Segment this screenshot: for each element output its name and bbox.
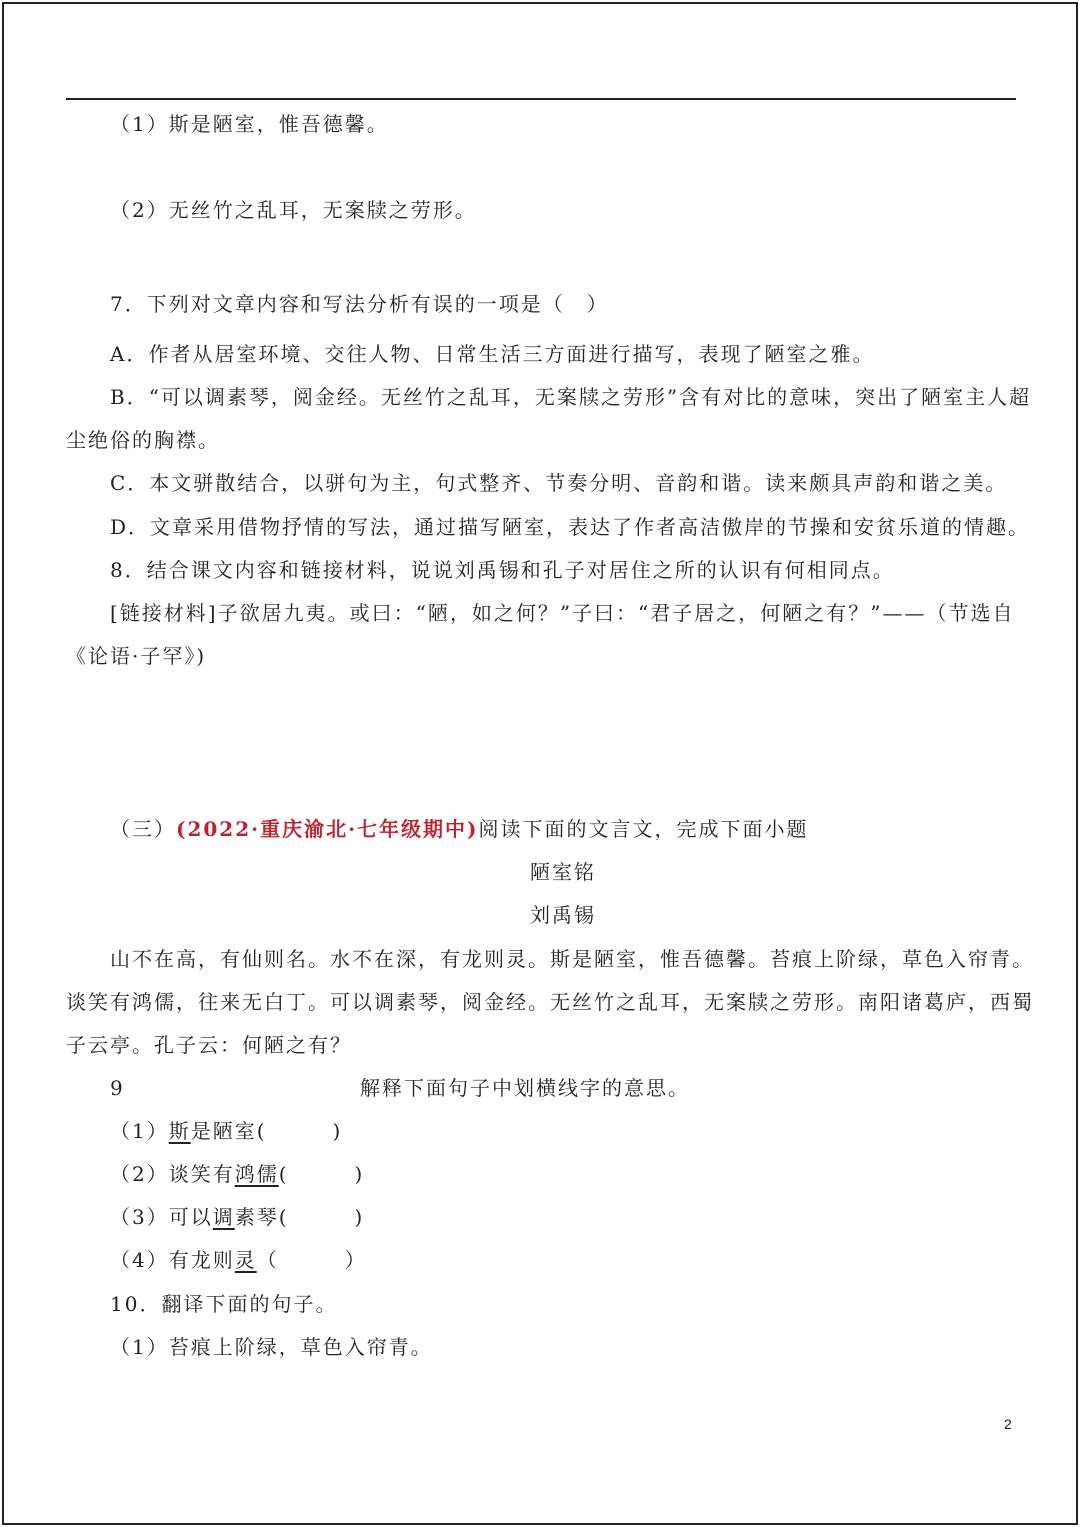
q7-option-d: D．文章采用借物抒情的写法，通过描写陋室，表达了作者高洁傲岸的节操和安贫乐道的情趣。 <box>110 515 1031 539</box>
q8-link-line2: 《论语·子罕》) <box>66 644 207 668</box>
section3-source: (2022·重庆渝北·七年级期中) <box>176 817 479 841</box>
q9-number: 9 <box>110 1076 125 1100</box>
passage-title: 陋室铭 <box>530 860 596 884</box>
q7-option-c: C．本文骈散结合，以骈句为主，句式整齐、节奏分明、音韵和谐。读来颇具声韵和谐之美。 <box>110 471 1008 495</box>
q9-item-4-underlined: 灵 <box>234 1248 257 1272</box>
q9-item-1-pre: （1） <box>110 1119 169 1143</box>
passage-line-3: 子云亭。孔子云：何陋之有？ <box>66 1033 352 1057</box>
passage-line-1: 山不在高，有仙则名。水不在深，有龙则灵。斯是陋室，惟吾德馨。苔痕上阶绿，草色入帘青。 <box>110 947 1034 971</box>
header-rule <box>66 98 1016 100</box>
top-item-1: （1）斯是陋室，惟吾德馨。 <box>110 112 389 136</box>
q7-option-b-line2: 尘绝俗的胸襟。 <box>66 428 220 452</box>
q9-item-3-post: 素琴( ) <box>234 1205 365 1229</box>
q9-item-2-post: ( ) <box>278 1162 365 1186</box>
q7-option-a: A．作者从居室环境、交往人物、日常生活三方面进行描写，表现了陋室之雅。 <box>110 342 875 366</box>
q9-item-1-underlined: 斯 <box>168 1119 191 1143</box>
q8-stem: 8．结合课文内容和链接材料，说说刘禹锡和孔子对居住之所的认识有何相同点。 <box>110 558 895 582</box>
section3-instruction: 阅读下面的文言文，完成下面小题 <box>478 817 809 841</box>
q9-item-2 <box>110 1160 364 1188</box>
q10-stem: 10．翻译下面的句子。 <box>110 1292 338 1316</box>
q7-stem: 7．下列对文章内容和写法分析有误的一项是（ ） <box>110 292 609 316</box>
q9-item-1-post: 是陋室( ) <box>190 1119 343 1143</box>
q9-item-4-pre: （4）有龙则 <box>110 1248 235 1272</box>
q10-item-1: （1）苔痕上阶绿，草色入帘青。 <box>110 1335 433 1359</box>
q9-item-2-pre: （2）谈笑有 <box>110 1162 235 1186</box>
q9-item-4 <box>110 1246 367 1274</box>
top-item-2: （2）无丝竹之乱耳，无案牍之劳形。 <box>110 198 477 222</box>
q8-link-line1: [链接材料]子欲居九夷。或曰：“陋，如之何？”子曰：“君子居之，何陋之有？”——（节选自 <box>110 601 1015 625</box>
page-number: 2 <box>1004 1416 1012 1432</box>
q9-stem: 解释下面句子中划横线字的意思。 <box>360 1076 690 1100</box>
passage-line-2: 谈笑有鸿儒，往来无白丁。可以调素琴，阅金经。无丝竹之乱耳，无案牍之劳形。南阳诸葛庐，西蜀 <box>66 990 1034 1014</box>
section3-prefix: （三） <box>110 817 176 841</box>
q9-item-3-pre: （3）可以 <box>110 1205 213 1229</box>
q9-item-3 <box>110 1203 364 1231</box>
q9-item-3-underlined: 调 <box>212 1205 235 1229</box>
section3-heading <box>110 815 809 843</box>
q7-option-b-line1: B．“可以调素琴，阅金经。无丝竹之乱耳，无案牍之劳形”含有对比的意味，突出了陋室主人超 <box>110 385 1032 409</box>
q9-item-2-underlined: 鸿儒 <box>234 1162 279 1186</box>
passage-author: 刘禹锡 <box>530 903 596 927</box>
q9-item-1 <box>110 1117 342 1145</box>
q9-item-4-post: （ ） <box>256 1248 367 1272</box>
